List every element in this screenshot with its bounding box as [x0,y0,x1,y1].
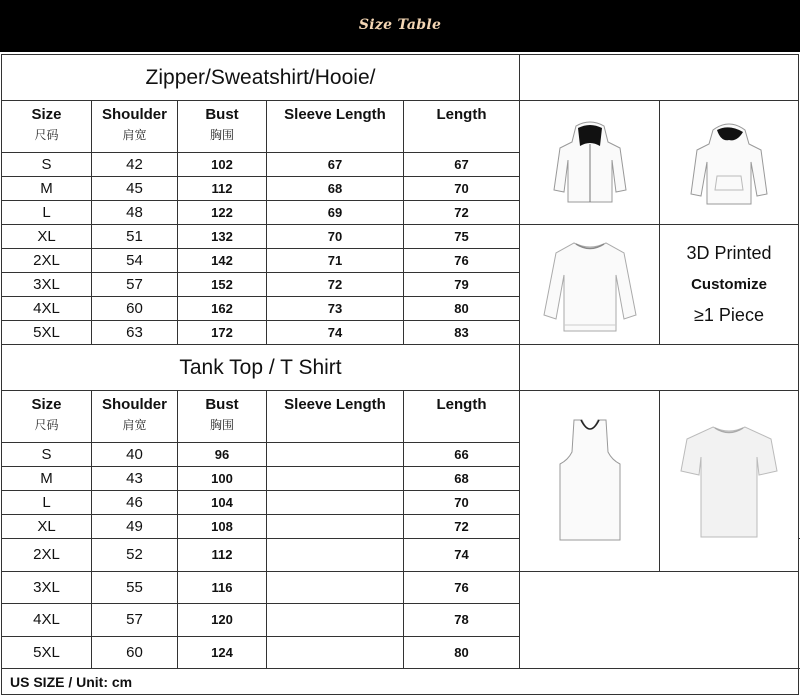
tank-row-bust: 112 [178,539,267,572]
hoodie-row-shoulder: 57 [92,273,178,297]
tank-row-sleeve [267,467,404,491]
tank-row-length: 68 [404,467,520,491]
hoodie-title-blank [520,55,799,101]
hoodie-row-bust: 152 [178,273,267,297]
tank-col-length: Length [404,391,520,443]
hoodie-col-length: Length [404,101,520,153]
tank-row-length: 66 [404,443,520,467]
hoodie-col-bust: Bust 胸围 [178,101,267,153]
tank-row-sleeve [267,571,404,604]
tank-row-shoulder: 60 [92,636,178,669]
tank-row-sleeve [267,443,404,467]
tank-row-bust: 116 [178,571,267,604]
hoodie-row-bust: 102 [178,153,267,177]
hoodie-row-shoulder: 42 [92,153,178,177]
tank-row-shoulder: 57 [92,604,178,637]
hoodie-row-shoulder: 63 [92,321,178,345]
hoodie-row-size: 3XL [2,273,92,297]
tank-row-bust: 108 [178,515,267,539]
hoodie-row-shoulder: 54 [92,249,178,273]
hoodie-row-length: 72 [404,201,520,225]
tank-row-bust: 96 [178,443,267,467]
hoodie-row-sleeve: 68 [267,177,404,201]
hoodie-row-size: XL [2,225,92,249]
hoodie-row-sleeve: 73 [267,297,404,321]
hoodie-row-size: M [2,177,92,201]
tank-row-size: M [2,467,92,491]
tank-row-sleeve [267,636,404,669]
promo-min-quantity: ≥1 Piece [694,305,764,325]
hoodie-row-length: 75 [404,225,520,249]
tank-title-blank [520,345,799,391]
tank-row-sleeve [267,539,404,572]
tank-row-length: 80 [404,636,520,669]
tank-col-shoulder: Shoulder 肩宽 [92,391,178,443]
hoodie-row-size: L [2,201,92,225]
hoodie-row-length: 76 [404,249,520,273]
tank-row-size: 5XL [2,636,92,669]
tank-row-length: 76 [404,571,520,604]
tank-row-length: 78 [404,604,520,637]
hoodie-row-sleeve: 74 [267,321,404,345]
hoodie-row-size: 2XL [2,249,92,273]
tank-top-icon [550,416,630,546]
sweatshirt-icon [540,235,640,335]
hoodie-row-length: 79 [404,273,520,297]
header-bar [0,0,800,52]
tank-col-bust: Bust 胸围 [178,391,267,443]
hoodie-row-sleeve: 72 [267,273,404,297]
tank-row-bust: 124 [178,636,267,669]
tank-row-length: 72 [404,515,520,539]
hoodie-row-shoulder: 60 [92,297,178,321]
tank-section-title: Tank Top / T Shirt [2,345,520,391]
tank-row-shoulder: 40 [92,443,178,467]
zip-hoodie-icon [550,120,630,206]
pullover-hoodie-image [660,101,799,225]
tank-row-size: 3XL [2,571,92,604]
page-title: Size Table [358,17,442,33]
tank-row-shoulder: 43 [92,467,178,491]
unit-footer: US SIZE / Unit: cm [2,669,799,695]
hoodie-row-bust: 112 [178,177,267,201]
hoodie-col-sleeve: Sleeve Length [267,101,404,153]
tank-row-length: 70 [404,491,520,515]
t-shirt-icon [679,421,779,541]
tank-row-bust: 120 [178,604,267,637]
hoodie-row-sleeve: 67 [267,153,404,177]
hoodie-row-sleeve: 71 [267,249,404,273]
tank-row-length: 74 [404,539,520,572]
hoodie-row-size: 4XL [2,297,92,321]
hoodie-row-length: 80 [404,297,520,321]
hoodie-row-bust: 122 [178,201,267,225]
hoodie-row-size: 5XL [2,321,92,345]
sweatshirt-image [520,225,660,345]
tank-col-sleeve: Sleeve Length [267,391,404,443]
hoodie-row-bust: 142 [178,249,267,273]
hoodie-row-bust: 172 [178,321,267,345]
tank-row-size: 4XL [2,604,92,637]
tank-top-image [520,391,660,572]
size-table [1,54,799,695]
hoodie-row-shoulder: 51 [92,225,178,249]
tank-row-shoulder: 49 [92,515,178,539]
t-shirt-image [660,391,799,572]
hoodie-row-sleeve: 70 [267,225,404,249]
promo-customize: Customize [691,276,767,293]
hoodie-row-shoulder: 45 [92,177,178,201]
hoodie-row-size: S [2,153,92,177]
hoodie-col-shoulder: Shoulder 肩宽 [92,101,178,153]
hoodie-section-title: Zipper/Sweatshirt/Hooie/ [2,55,520,101]
tank-row-sleeve [267,604,404,637]
tank-row-bust: 104 [178,491,267,515]
hoodie-row-length: 67 [404,153,520,177]
hoodie-row-sleeve: 69 [267,201,404,225]
tank-row-shoulder: 52 [92,539,178,572]
hoodie-row-length: 83 [404,321,520,345]
hoodie-col-size: Size 尺码 [2,101,92,153]
tank-row-size: 2XL [2,539,92,572]
hoodie-row-bust: 162 [178,297,267,321]
zip-hoodie-image [520,101,660,225]
tank-row-size: XL [2,515,92,539]
promo-3d-printed: 3D Printed [686,243,772,263]
tank-row-sleeve [267,515,404,539]
hoodie-row-shoulder: 48 [92,201,178,225]
tank-col-size: Size 尺码 [2,391,92,443]
tank-row-size: S [2,443,92,467]
tank-row-sleeve [267,491,404,515]
hoodie-promo [660,225,799,345]
tank-row-size: L [2,491,92,515]
tank-row-shoulder: 46 [92,491,178,515]
hoodie-row-length: 70 [404,177,520,201]
tank-row-bust: 100 [178,467,267,491]
tank-row-shoulder: 55 [92,571,178,604]
hoodie-row-bust: 132 [178,225,267,249]
hoodie-icon [689,120,769,206]
